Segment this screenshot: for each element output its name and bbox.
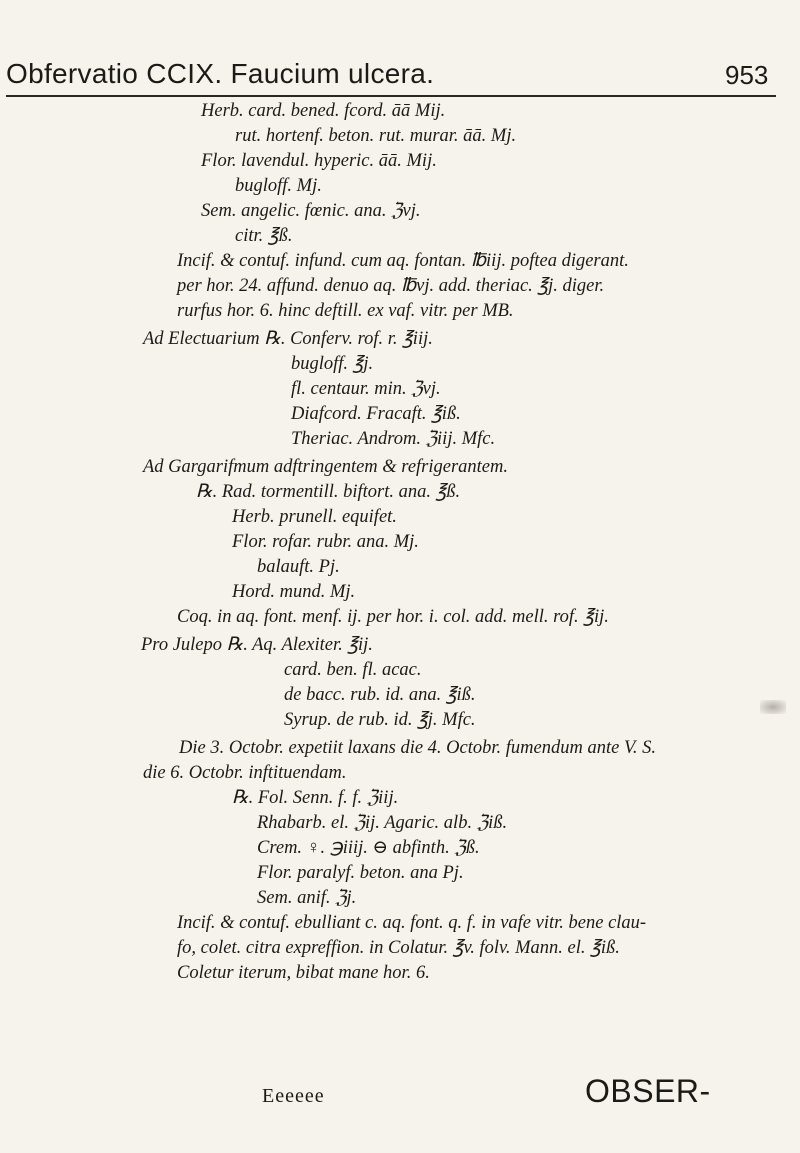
text-line: Ad Gargarifmum adftringentem & refrigerantem. — [143, 457, 509, 477]
text-line: Diafcord. Fracaft. ℥iß. — [291, 404, 461, 424]
text-line: Sem. anif. ℨj. — [257, 888, 357, 908]
text-line: Die 3. Octobr. expetiit laxans die 4. Octobr. fumendum ante V. S. — [179, 738, 656, 758]
signature-mark: Eeeeee — [262, 1085, 325, 1107]
running-title: Obfervatio CCIX. Faucium ulcera. — [6, 58, 435, 89]
text-line: citr. ℥ß. — [235, 226, 293, 246]
text-line: ℞. Fol. Senn. f. f. ℨiij. — [232, 788, 399, 808]
text-line: Herb. prunell. equifet. — [232, 507, 397, 527]
text-line: Rhabarb. el. ℨij. Agaric. alb. ℨiß. — [257, 813, 508, 833]
text-line: Flor. rofar. rubr. ana. Mj. — [232, 532, 419, 552]
running-header — [0, 58, 800, 92]
paper-stain — [760, 700, 786, 714]
text-line: Coletur iterum, bibat mane hor. 6. — [177, 963, 430, 983]
catchword: OBSER- — [585, 1073, 711, 1109]
text-line: Syrup. de rub. id. ℥j. Mfc. — [284, 710, 476, 730]
text-line: bugloff. Mj. — [235, 176, 322, 196]
text-line: per hor. 24. affund. denuo aq. ℔vj. add. theriac. ℥j. diger. — [177, 276, 605, 296]
text-line: Ad Electuarium ℞. Conferv. rof. r. ℥iij. — [143, 329, 433, 349]
text-line: Herb. card. bened. fcord. āā Mij. — [201, 101, 446, 121]
text-line: Incif. & contuf. infund. cum aq. fontan. ℔iij. poftea digerant. — [177, 251, 629, 271]
text-line: fo, colet. citra expreffion. in Colatur. ℥v. folv. Mann. el. ℥iß. — [177, 938, 620, 958]
text-line: Theriac. Androm. ℨiij. Mfc. — [291, 429, 496, 449]
header-rule — [6, 95, 776, 97]
text-line: Sem. angelic. fœnic. ana. ℨvj. — [201, 201, 421, 221]
text-line: die 6. Octobr. inftituendam. — [143, 763, 347, 783]
text-line: Coq. in aq. font. menf. ij. per hor. i. col. add. mell. rof. ℥ij. — [177, 607, 609, 627]
text-line: balauft. Pj. — [257, 557, 340, 577]
text-line: card. ben. fl. acac. — [284, 660, 422, 680]
text-line: Flor. lavendul. hyperic. āā. Mij. — [201, 151, 437, 171]
page-number: 953 — [725, 60, 769, 90]
text-line: de bacc. rub. id. ana. ℥iß. — [284, 685, 476, 705]
text-line: ℞. Rad. tormentill. biftort. ana. ℥ß. — [196, 482, 461, 502]
text-line: Incif. & contuf. ebulliant c. aq. font. q. f. in vafe vitr. bene clau- — [177, 913, 647, 933]
text-line: Hord. mund. Mj. — [232, 582, 356, 602]
text-line: bugloff. ℥j. — [291, 354, 374, 374]
text-line: Pro Julepo ℞. Aq. Alexiter. ℥ij. — [141, 635, 373, 655]
text-line: fl. centaur. min. ℨvj. — [291, 379, 441, 399]
text-line: Crem. ♀. ℈iiij. ⊖ abfinth. ℨß. — [257, 838, 480, 858]
text-line: Flor. paralyf. beton. ana Pj. — [257, 863, 464, 883]
text-line: rut. hortenf. beton. rut. murar. āā. Mj. — [235, 126, 517, 146]
text-line: rurfus hor. 6. hinc deftill. ex vaf. vitr. per MB. — [177, 301, 514, 321]
